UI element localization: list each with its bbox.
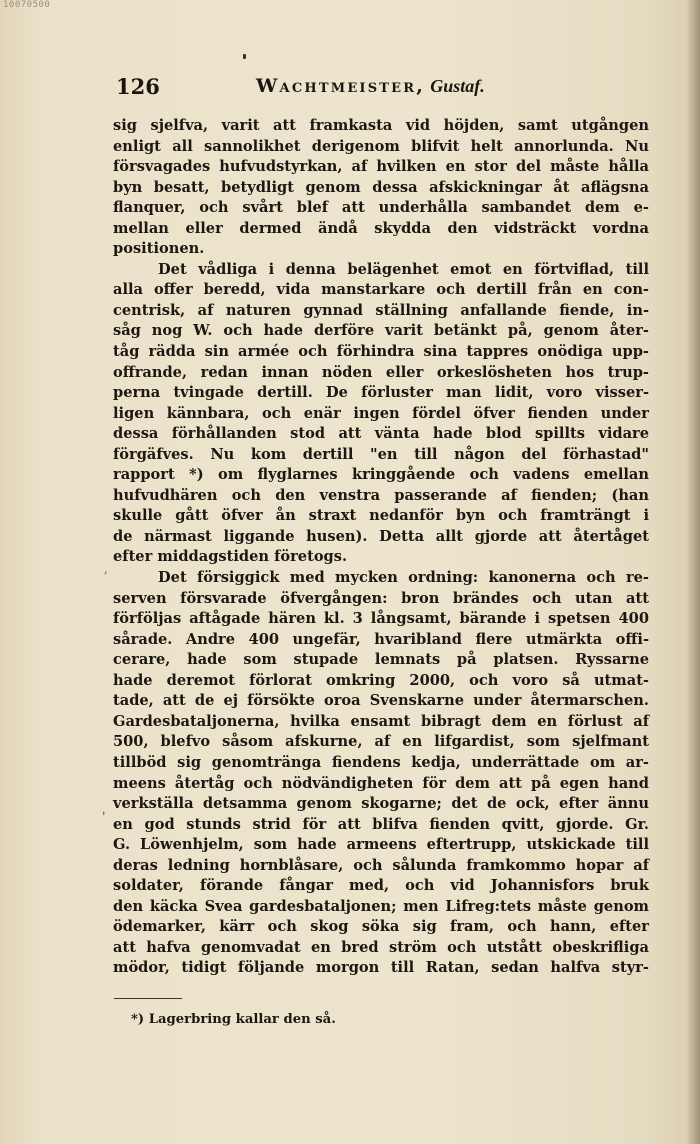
text-line: mödor, tidigt följande morgon till Ratan, sedan halfva styr-	[113, 959, 649, 977]
text-line: enligt all sannolikhet derigenom blifvit helt annorlunda. Nu	[113, 137, 649, 155]
text-line: mellan eller dermed ändå skydda den vidsträckt vordna	[113, 219, 649, 237]
text-line: såg nog W. och hade derföre varit betänkt på, genom åter-	[113, 322, 649, 340]
text-line: deras ledning hornblåsare, och sålunda framkommo hopar af	[113, 856, 649, 874]
text-line: tillböd sig genomtränga fiendens kedja, underrättade om ar-	[113, 753, 649, 771]
text-line: alla offer beredd, vida manstarkare och dertill från en con-	[113, 281, 649, 299]
text-line: förföljas aftågade hären kl. 3 långsamt, bärande i spetsen 400	[113, 610, 649, 628]
text-line: att hafva genomvadat en bred ström och utstått obeskrifliga	[113, 938, 649, 956]
scan-stamp: 10070500	[3, 0, 51, 10]
text-line: hufvudhären och den venstra passerande af fienden; (han	[113, 486, 649, 504]
text-line: tade, att de ej försökte oroa Svenskarne under återmarschen.	[113, 692, 649, 710]
text-line: cerare, hade som stupade lemnats på platsen. Ryssarne	[113, 651, 649, 669]
running-head	[256, 75, 485, 97]
running-head-surname: Wachtmeister,	[256, 75, 426, 97]
text-line: hade deremot förlorat omkring 2000, och voro så utmat-	[113, 671, 649, 689]
text-line: meens återtåg och nödvändigheten för dem att på egen hand	[113, 774, 649, 792]
text-line: flanquer, och svårt blef att underhålla sambandet dem e-	[113, 199, 649, 217]
text-line: sårade. Andre 400 ungefär, hvaribland flere utmärkta offi-	[113, 630, 649, 648]
text-line: tåg rädda sin armée och förhindra sina tappres onödiga upp-	[113, 343, 649, 361]
text-line: dessa förhållanden stod att vänta hade blod spillts vidare	[113, 425, 649, 443]
printer-mark	[243, 54, 246, 59]
text-line: verkställa detsamma genom skogarne; det de ock, efter ännu	[113, 795, 649, 813]
margin-mark: '	[102, 810, 106, 825]
text-line: offrande, redan innan nöden eller orkeslösheten hos trup-	[113, 363, 649, 381]
text-line: serven försvarade öfvergången: bron brändes och utan att	[113, 589, 649, 607]
footnote: *) Lagerbring kallar den så.	[131, 1012, 336, 1027]
text-line: skulle gått öfver ån straxt nedanför byn och framträngt i	[113, 507, 649, 525]
text-line: de närmast liggande husen). Detta allt gjorde att återtåget	[113, 527, 649, 545]
footnote-rule	[114, 998, 182, 999]
page-header	[116, 74, 676, 102]
text-line: ödemarker, kärr och skog söka sig fram, och hann, efter	[113, 918, 649, 936]
text-line: positionen.	[113, 240, 205, 258]
text-line: Gardesbataljonerna, hvilka ensamt bibragt dem en förlust af	[113, 712, 649, 730]
body-text	[113, 116, 649, 979]
text-line: 500, blefvo såsom afskurne, af en lifgardist, som sjelfmant	[113, 733, 649, 751]
text-line: rapport *) om flyglarnes kringgående och vadens emellan	[113, 466, 649, 484]
text-line: Det försiggick med mycken ordning: kanonerna och re-	[158, 569, 649, 587]
text-line: perna tvingade dertill. De förluster man lidit, voro visser-	[113, 384, 649, 402]
text-line: ligen kännbara, och enär ingen fördel öfver fienden under	[113, 404, 649, 422]
text-line: sig sjelfva, varit att framkasta vid höjden, samt utgången	[113, 117, 649, 134]
text-line: efter middagstiden företogs.	[113, 548, 348, 566]
text-line: G. Löwenhjelm, som hade armeens eftertrupp, utskickade till	[113, 836, 649, 854]
text-line: den käcka Svea gardesbataljonen; men Lifreg:tets måste genom	[113, 897, 649, 915]
text-line: byn besatt, betydligt genom dessa afskickningar åt aflägsna	[113, 178, 649, 196]
page-number: 126	[116, 74, 160, 99]
text-line: förgäfves. Nu kom dertill "en till någon del förhastad"	[113, 445, 649, 463]
page-edge-shadow	[686, 0, 700, 1144]
margin-mark: ,	[104, 562, 108, 576]
text-line: centrisk, af naturen gynnad ställning anfallande fiende, in-	[113, 301, 649, 319]
text-line: en god stunds strid för att blifva fienden qvitt, gjorde. Gr.	[113, 815, 649, 833]
text-line: försvagades hufvudstyrkan, af hvilken en stor del måste hålla	[113, 158, 649, 176]
text-line: soldater, förande fångar med, och vid Johannisfors bruk	[113, 877, 649, 895]
running-head-firstname: Gustaf.	[430, 76, 485, 96]
text-line: Det vådliga i denna belägenhet emot en förtviflad, till	[158, 260, 649, 278]
